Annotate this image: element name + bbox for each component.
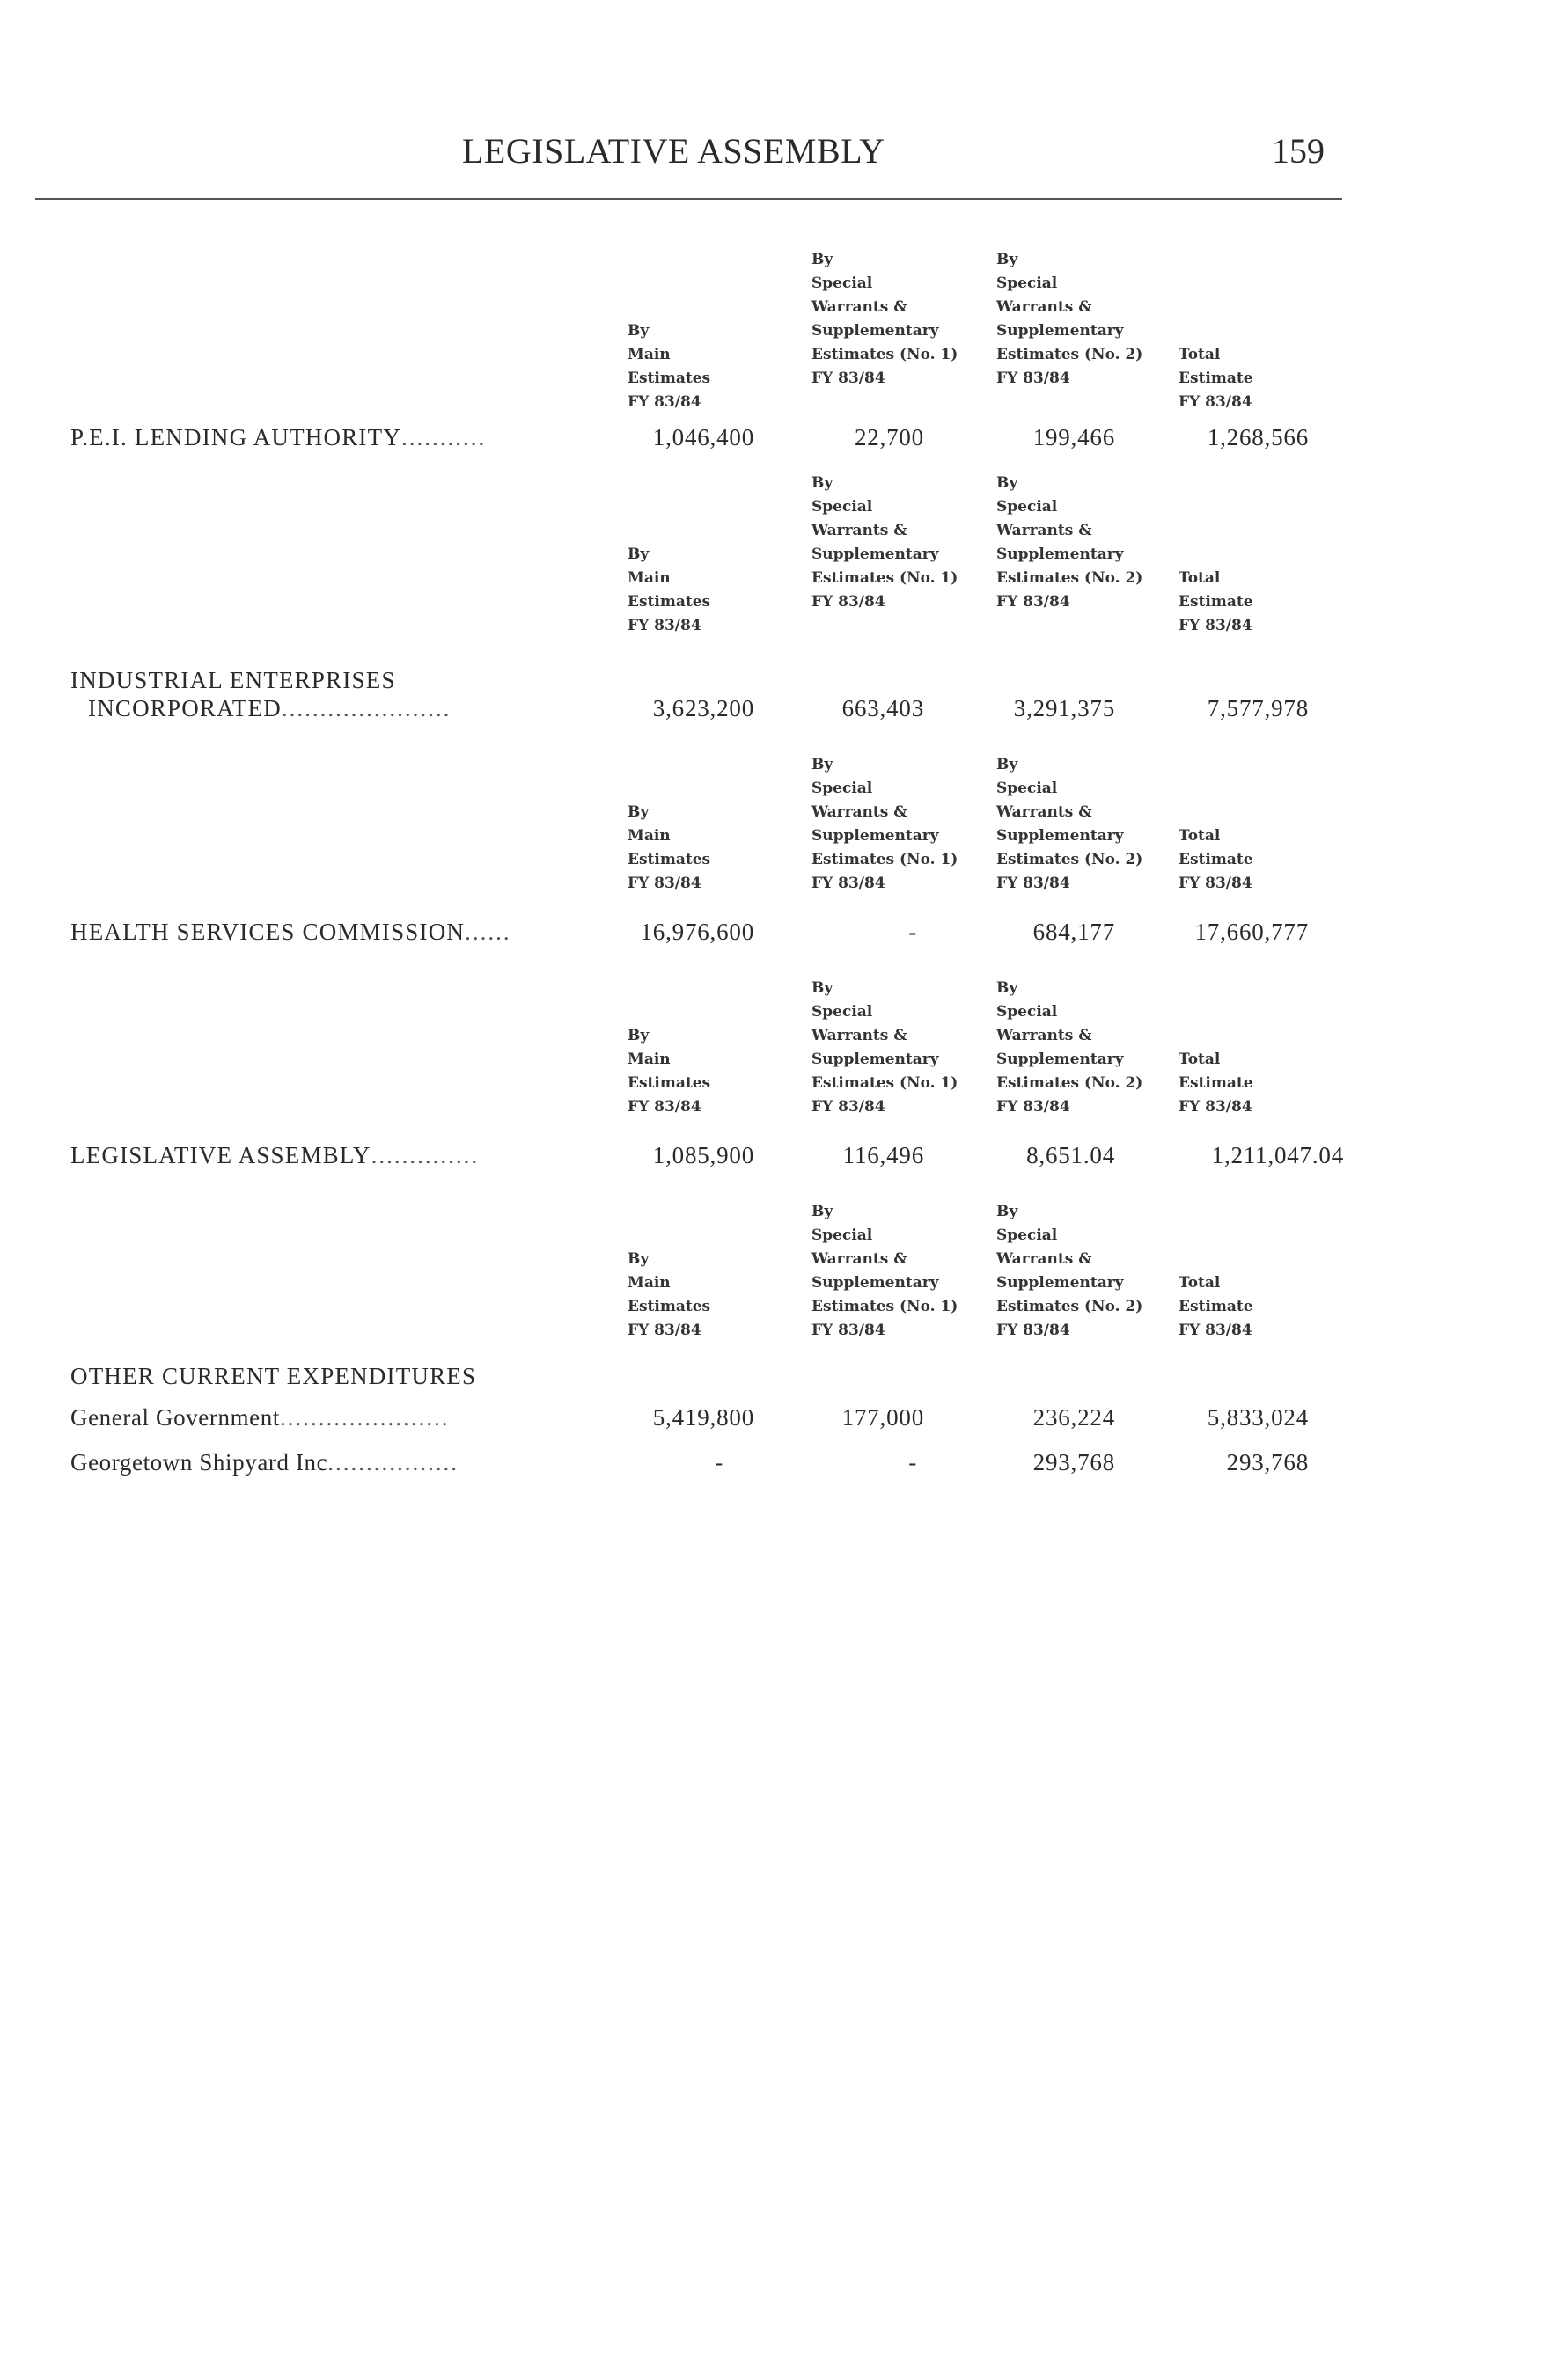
value-total-estimate: 17,660,777 (1194, 919, 1309, 945)
value-special-estimates-1: 177,000 (841, 1404, 924, 1431)
value-special-estimates-2: 199,466 (1032, 424, 1115, 450)
running-head: LEGISLATIVE ASSEMBLY (462, 131, 885, 171)
value-special-estimates-1: - (908, 919, 917, 945)
value-main-estimates: 1,046,400 (652, 424, 754, 450)
value-special-estimates-1: 116,496 (842, 1142, 924, 1168)
value-main-estimates: 3,623,200 (652, 695, 754, 721)
column-header-special-1: By Special Warrants & Supplementary Estimates (No. 1) FY 83/84 (811, 756, 958, 892)
value-main-estimates: - (715, 1449, 723, 1476)
column-header-total: Total Estimate FY 83/84 (1179, 346, 1253, 411)
value-special-estimates-2: 236,224 (1032, 1404, 1115, 1431)
value-special-estimates-1: - (908, 1449, 917, 1476)
value-main-estimates: 5,419,800 (652, 1404, 754, 1431)
column-header-total: Total Estimate FY 83/84 (1179, 1051, 1253, 1116)
column-header-main: By Main Estimates FY 83/84 (628, 322, 711, 411)
value-total-estimate: 5,833,024 (1207, 1404, 1309, 1431)
column-header-main: By Main Estimates FY 83/84 (628, 803, 711, 892)
value-main-estimates: 1,085,900 (652, 1142, 754, 1168)
value-total-estimate: 1,211,047.04 (1211, 1142, 1344, 1168)
column-header-special-2: By Special Warrants & Supplementary Estimates (No. 2) FY 83/84 (996, 979, 1143, 1116)
section-heading: OTHER CURRENT EXPENDITURES (70, 1363, 477, 1389)
value-special-estimates-2: 684,177 (1032, 919, 1115, 945)
row-label: HEALTH SERVICES COMMISSION...... (70, 919, 511, 945)
value-special-estimates-2: 8,651.04 (1026, 1142, 1115, 1168)
value-special-estimates-1: 663,403 (841, 695, 924, 721)
column-header-special-1: By Special Warrants & Supplementary Estimates (No. 1) FY 83/84 (811, 251, 958, 387)
row-label-georgetown-shipyard: Georgetown Shipyard Inc................. (70, 1449, 459, 1476)
row-label: P.E.I. LENDING AUTHORITY........... (70, 424, 487, 450)
row-label-line-1: INDUSTRIAL ENTERPRISES (70, 667, 396, 693)
value-special-estimates-2: 293,768 (1032, 1449, 1115, 1476)
column-header-total: Total Estimate FY 83/84 (1179, 569, 1253, 634)
row-label: LEGISLATIVE ASSEMBLY.............. (70, 1142, 480, 1168)
row-label-general-government: General Government...................... (70, 1404, 450, 1431)
row-label-line-2: INCORPORATED...................... (88, 695, 452, 721)
value-total-estimate: 293,768 (1226, 1449, 1309, 1476)
header-rule (35, 198, 1342, 200)
column-header-special-2: By Special Warrants & Supplementary Estimates (No. 2) FY 83/84 (996, 756, 1143, 892)
column-header-special-1: By Special Warrants & Supplementary Estimates (No. 1) FY 83/84 (811, 474, 958, 611)
column-header-special-2: By Special Warrants & Supplementary Estimates (No. 2) FY 83/84 (996, 251, 1143, 387)
column-header-main: By Main Estimates FY 83/84 (628, 546, 711, 634)
column-header-main: By Main Estimates FY 83/84 (628, 1027, 711, 1116)
value-total-estimate: 7,577,978 (1207, 695, 1309, 721)
value-special-estimates-2: 3,291,375 (1013, 695, 1115, 721)
value-total-estimate: 1,268,566 (1207, 424, 1309, 450)
value-special-estimates-1: 22,700 (854, 424, 924, 450)
column-header-total: Total Estimate FY 83/84 (1179, 827, 1253, 892)
column-header-total: Total Estimate FY 83/84 (1179, 1274, 1253, 1339)
column-header-special-1: By Special Warrants & Supplementary Estimates (No. 1) FY 83/84 (811, 1203, 958, 1339)
column-header-special-2: By Special Warrants & Supplementary Estimates (No. 2) FY 83/84 (996, 1203, 1143, 1339)
column-header-special-2: By Special Warrants & Supplementary Estimates (No. 2) FY 83/84 (996, 474, 1143, 611)
column-header-special-1: By Special Warrants & Supplementary Estimates (No. 1) FY 83/84 (811, 979, 958, 1116)
value-main-estimates: 16,976,600 (640, 919, 754, 945)
column-header-main: By Main Estimates FY 83/84 (628, 1250, 711, 1339)
page-number: 159 (1272, 131, 1325, 171)
